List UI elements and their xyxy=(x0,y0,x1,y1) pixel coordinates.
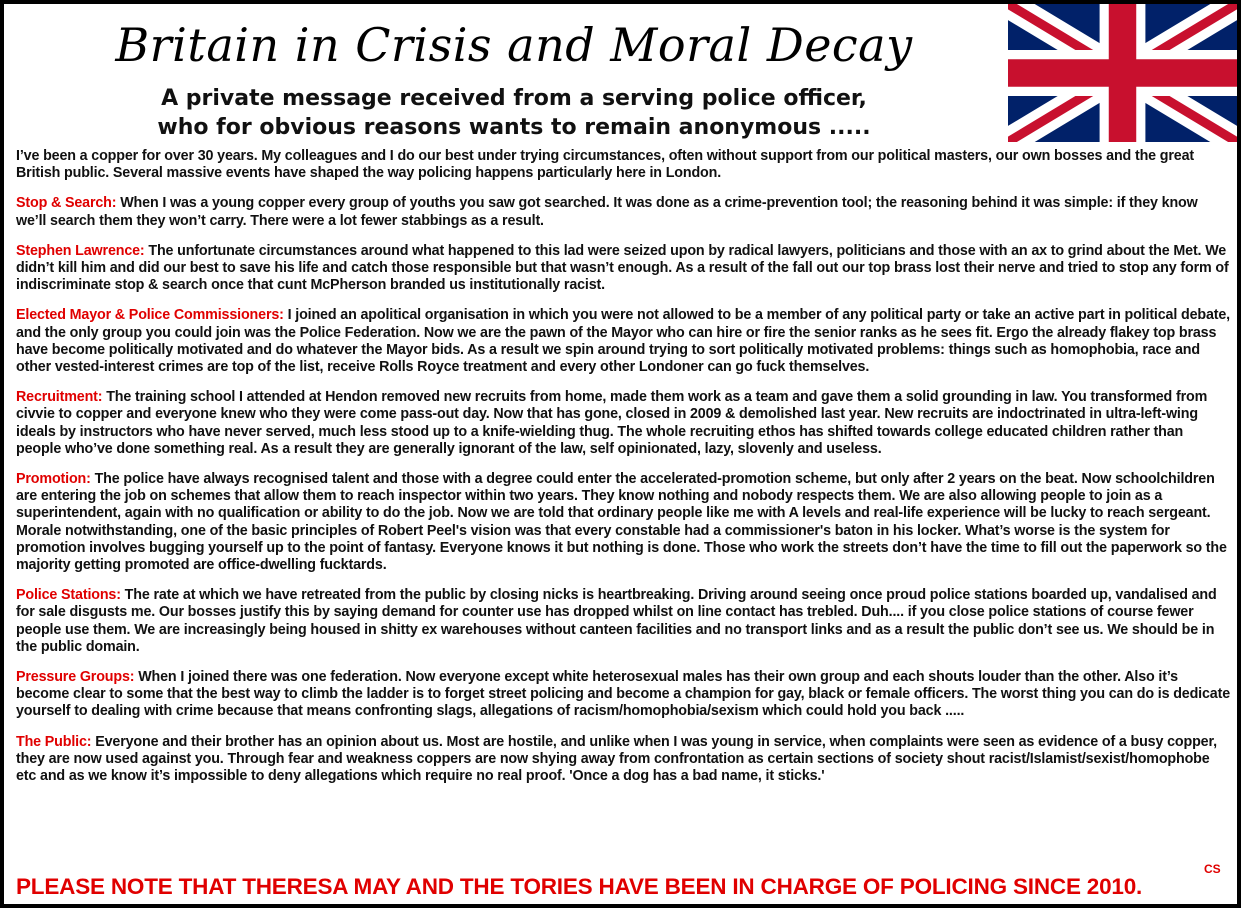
page-title: Britain in Crisis and Moral Decay xyxy=(115,18,913,72)
subtitle-line-2: who for obvious reasons wants to remain anonymous ..... xyxy=(157,115,871,140)
subtitle-line-1: A private message received from a serving police officer, xyxy=(161,86,867,111)
section-text: The rate at which we have retreated from the public by closing nicks is heartbreaking. Driving around seeing once proud police stations boarded up, vandalised and for sale disgusts me. Our bosses justify this by saying demand for counter use has dropped whilst on line contact has trebled. Duh.... if you close police stations of course fewer people use them. We are increasingly being housed in shitty ex warehouses without canteen facilities and no transport links and as a result the public don’t see us. We should be in the public domain. xyxy=(16,587,1217,655)
section-label: Police Stations: xyxy=(16,587,121,604)
section-text: The unfortunate circumstances around what happened to this lad were seized upon by radical lawyers, politicians and those with an ax to grind about the Met. We didn’t kill him and did our best to save his life and catch those responsible but that wasn’t enough. As a result of the fall out our top brass lost their nerve and tried to stop any form of indiscriminate stop & search once that cunt McPherson branded us institutionally racist. xyxy=(16,242,1229,294)
section-label: The Public: xyxy=(16,733,92,750)
section-text: When I was a young copper every group of youths you saw got searched. It was done as a crime-prevention tool; the reasoning behind it was simple: if they know we’ll search them they won’t carry. There were a lot fewer stabbings as a result. xyxy=(16,195,1198,229)
section-text: The police have always recognised talent and those with a degree could enter the accelerated-promotion scheme, but only after 2 years on the beat. Now schoolchildren are entering the job on schemes that allow them to reach inspector within two years. They know nothing and nobody respects them. We are also allowing people to join as a superintendent, again with no qualification or ability to do the job. Now we are told that ordinary people like me with A levels and real-life experience will be lucky to reach sergeant. Morale notwithstanding, one of the basic principles of Robert Peel's vision was that every constable had a commissioner's baton in his locker. What’s worse is the system for promotion involves bugging yourself up to the point of fantasy. Everyone knows it but nothing is done. Those who work the streets don’t have the time to fill out the paperwork so the majority getting promoted are office-dwelling fucktards. xyxy=(16,471,1227,574)
signature-initials: CS xyxy=(1204,862,1221,876)
section-stop-search xyxy=(16,195,1230,229)
section-promotion xyxy=(16,471,1230,574)
section-text: The training school I attended at Hendon removed new recruits from home, made them work as a team and gave them a solid grounding in law. You transformed from civvie to copper and everyone knew who they were come pass-out day. Now that has gone, closed in 2009 & demolished last year. New recruits are indoctrinated in ultra-left-wing ideals by instructors who have never served, much less stood up to a knife-wielding thug. The whole recruiting ethos has shifted towards college educated children rather than people who’ve done something real. As a result they are generally ignorant of the law, self opinionated, lazy, slovenly and useless. xyxy=(16,389,1208,457)
section-label: Promotion: xyxy=(16,471,91,488)
section-the-public xyxy=(16,734,1230,786)
section-text: I joined an apolitical organisation in which you were not allowed to be a member of any political party or take an active part in political debate, and the only group you could join was the Police Federation. Now we are the pawn of the Mayor who can hire or fire the senior ranks as he sees fit. Ergo the already flakey top brass have become politically motivated and do whatever the Mayor bids. As a result we spin around trying to sort politically motivated problems: things such as homophobia, race and other vested-interest crimes are top of the list, receive Rolls Royce treatment and every other Londoner can go fuck themselves. xyxy=(16,307,1231,376)
union-jack-flag-icon xyxy=(1008,4,1237,142)
intro-paragraph: I’ve been a copper for over 30 years. My colleagues and I do our best under trying circumstances, often without support from our political masters, our own bosses and the great British public. Several massive events have shaped the way policing happens particularly here in London. xyxy=(16,148,1194,182)
section-label: Recruitment: xyxy=(16,389,103,406)
section-stephen-lawrence xyxy=(16,243,1230,295)
section-pressure-groups xyxy=(16,669,1230,721)
section-label: Pressure Groups: xyxy=(16,669,135,686)
section-text: When I joined there was one federation. Now everyone except white heterosexual males has their own group and each shouts louder than the other. Also it’s become clear to some that the best way to climb the ladder is to forget street policing and become a champion for gay, black or female officers. The worst thing you can do is dedicate yourself to dealing with crime because that means confronting slags, allegations of racism/homophobia/sexism which could hold you back ..... xyxy=(16,669,1231,720)
section-label: Stephen Lawrence: xyxy=(16,242,145,259)
section-recruitment xyxy=(16,389,1230,458)
section-elected-mayor xyxy=(16,307,1230,376)
footer-note: PLEASE NOTE THAT THERESA MAY AND THE TORIES HAVE BEEN IN CHARGE OF POLICING SINCE 2010. xyxy=(16,874,1143,899)
section-police-stations xyxy=(16,587,1230,656)
section-label: Stop & Search: xyxy=(16,195,117,212)
message-body xyxy=(16,148,1230,798)
page-subtitle xyxy=(4,84,1024,142)
section-text: Everyone and their brother has an opinion about us. Most are hostile, and unlike when I was young in service, when complaints were seen as evidence of a busy copper, they are now used against you. Through fear and weakness coppers are now shying away from confrontation as certain sections of society shout racist/Islamist/sexist/homophobe etc and as we know it’s impossible to deny allegations which require no real proof. 'Once a dog has a bad name, it sticks.' xyxy=(16,733,1217,785)
section-label: Elected Mayor & Police Commissioners: xyxy=(16,307,284,324)
